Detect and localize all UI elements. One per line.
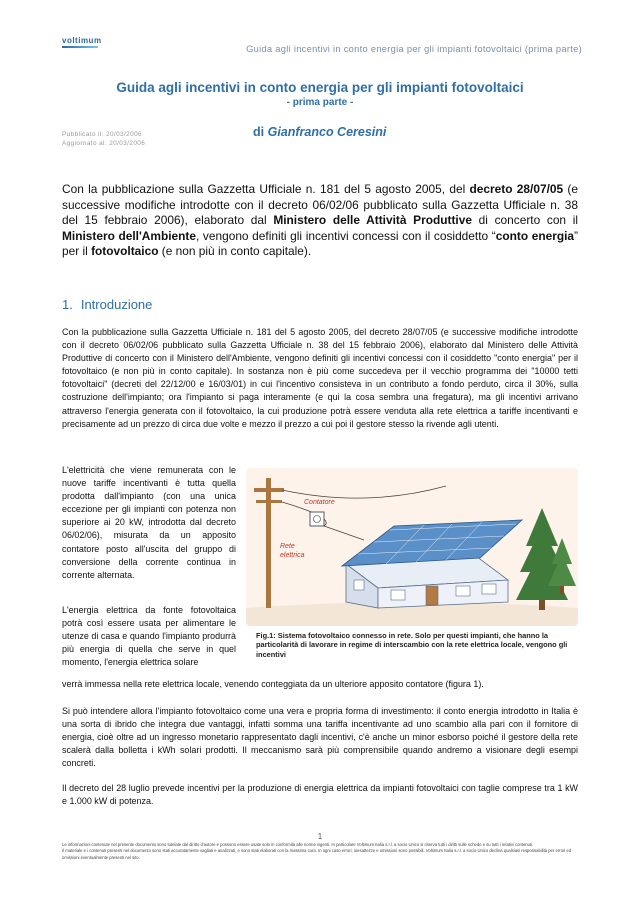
author-name: Gianfranco Ceresini bbox=[267, 125, 387, 139]
section-title: Introduzione bbox=[80, 297, 153, 312]
document-title: Guida agli incentivi in conto energia per gli impianti fotovoltaici bbox=[116, 80, 524, 95]
author-line bbox=[253, 125, 386, 139]
lead-bold-ministry-production: Ministero delle Attività Produttive bbox=[273, 213, 472, 228]
section-number: 1. bbox=[62, 297, 73, 312]
window-icon bbox=[482, 584, 496, 594]
lead-bold-fotovoltaico: fotovoltaico bbox=[91, 244, 159, 259]
legal-footer bbox=[62, 842, 578, 861]
solar-roof-icon bbox=[342, 520, 522, 566]
utility-pole-icon bbox=[266, 478, 271, 608]
lead-bold-decree: decreto 28/07/05 bbox=[469, 182, 564, 196]
figure-caption: Fig.1: Sistema fotovoltaico connesso in rete. Solo per questi impianti, che hanno la particolarità di lavorare in regime di interscambio con la rete elettrica locale, vengono gli incentivi bbox=[256, 631, 568, 659]
figure-pv-system bbox=[246, 468, 578, 626]
section-heading bbox=[62, 297, 152, 312]
lead-paragraph: Con la pubblicazione sulla Gazzetta Ufficiale n. 181 del 5 agosto 2005, del decreto 28/07/05 (e successive modifiche introdotte con il decreto 06/02/06 pubblicato sulla Gazzetta Ufficiale n. 38 del 15 febbraio 2006), elaborato dal Ministero delle Attività Produttive di concerto con il Ministero dell'Ambiente, vengono definiti gli incentivi concessi con il cosiddetto “conto energia” per il fotovoltaico (e non più in conto capitale). bbox=[62, 182, 579, 259]
meter-icon bbox=[310, 512, 324, 526]
published-date: Pubblicato il: 20/03/2006 bbox=[62, 131, 142, 138]
voltimum-logo: voltimum bbox=[62, 36, 102, 45]
page-number: 1 bbox=[317, 832, 323, 841]
label-contatore: Contatore bbox=[304, 499, 335, 506]
decree-paragraph: Il decreto del 28 luglio prevede incentivi per la produzione di energia elettrica da impianti fotovoltaici con taglie comprese tra 1 kW e 1.000 kW di potenza. bbox=[62, 783, 578, 807]
intro-paragraph-3: L'energia elettrica da fonte fotovoltaica potrà così essere usata per alimentare le utenze di casa e quando l'impianto produrrà più energia di quella che serve in quel momento, l'energia elettrica solare bbox=[62, 605, 236, 668]
pole-crossbar bbox=[254, 488, 284, 492]
pv-house-illustration bbox=[246, 468, 578, 626]
publication-dates bbox=[62, 130, 145, 148]
label-rete: Rete bbox=[280, 543, 295, 550]
pole-crossbar-lower bbox=[256, 500, 282, 503]
lead-bold-ministry-environment: Ministero dell'Ambiente bbox=[62, 228, 196, 243]
intro-paragraph-3-continued: verrà immessa nella rete elettrica locale, venendo conteggiata da un ulteriore apposito contatore (figura 1). bbox=[62, 679, 484, 689]
intro-paragraph-1: Con la pubblicazione sulla Gazzetta Ufficiale n. 181 del 5 agosto 2005, del decreto 28/07/05 (e successive modifiche introdotte con il decreto 06/02/06 pubblicato sulla Gazzetta Ufficiale n. 38 del 15 febbraio 2006), elaborato dal Ministero delle Attività Produttive di concerto con il Ministero dell'Ambiente, vengono definiti gli incentivi concessi con il cosiddetto "conto energia" per il fotovoltaico (e non più in conto capitale). In sostanza non è più come succedeva per il vecchio programma dei "10000 tetti fotovoltaici" (decreti del 22/12/00 e 16/03/01) in cui l'incentivo consisteva in un contributo a fondo perduto, circa il 30%, sulla costruzione dell'impianto; ora l'impianto si paga interamente (e qui la cosa sembra una fregatura), ma gli incentivi arrivano attraverso l'energia generata con il fotovoltaico, la cui produzione potrà essere venduta alla rete elettrica a tariffe incentivanti e precisamente ad un prezzo di circa due volte e mezzo il prezzo a cui poi il gestore stesso la rivende agli utenti. bbox=[62, 327, 578, 429]
window-icon bbox=[456, 586, 470, 596]
power-line bbox=[282, 486, 446, 498]
investment-paragraph: Si può intendere allora l'impianto fotovoltaico come una vera e propria forma di investimento: il conto energia introdotto in Italia è una sorta di ibrido che integra due vantaggi, infatti somma una tariffa incentivante ad uno scambio alla pari con il fornitore di energia, cioè oltre ad un ingresso monetario rappresentato dagli incentivi, c'è anche un minor esborso poiché il gestore della rete scalerà dalla bolletta i kWh solari prodotti. Il meccanismo sarà più comprensibile quando andremo a visionare degli esempi concreti. bbox=[62, 706, 578, 769]
label-elettrica: elettrica bbox=[280, 552, 305, 559]
window-icon bbox=[391, 590, 405, 600]
service-wire bbox=[324, 526, 364, 540]
document-subtitle: - prima parte - bbox=[286, 97, 354, 108]
footer-line-1: Le informazioni contenute nel presente documento sono tutelate dal diritto d'autore e possono essere usate solo in conformità alle norme vigenti. In particolare Voltimum Italia s.r.l. a socio Unico si riserva tutti i diritti sulle schede e su tutti i relativi contenuti. bbox=[62, 842, 534, 847]
footer-line-2: Il materiale e i contenuti presenti nel documento sono stati accuratamente vagliati e analizzati, e sono stati elaborati con la massima cura. In ogni caso errori, inesattezze e omissioni sono possibili. Voltimum Italia s.r.l. a socio Unico declina qualsiasi responsabilità per errori ed omissioni eventualmente presenti nel sito. bbox=[62, 848, 572, 860]
running-header: Guida agli incentivi in conto energia per gli impianti fotovoltaici (prima parte) bbox=[246, 44, 582, 54]
intro-paragraph-2: L'elettricità che viene remunerata con le nuove tariffe incentivanti è tutta quella prodotta dall'impianto (con una unica eccezione per gli impianti con potenza non superiore ai 20 kW, introdotta dal decreto 06/02/06), misurata da un apposito contatore posto all'uscita del gruppo di conversione della corrente continua in corrente alternata. bbox=[62, 465, 236, 580]
window-icon bbox=[354, 580, 364, 590]
updated-date: Aggiornato al: 20/03/2006 bbox=[62, 140, 146, 147]
door-icon bbox=[426, 586, 438, 605]
logo-underline bbox=[62, 46, 98, 48]
lead-bold-conto-energia: conto energia bbox=[495, 228, 575, 243]
author-prefix: di bbox=[253, 125, 265, 139]
